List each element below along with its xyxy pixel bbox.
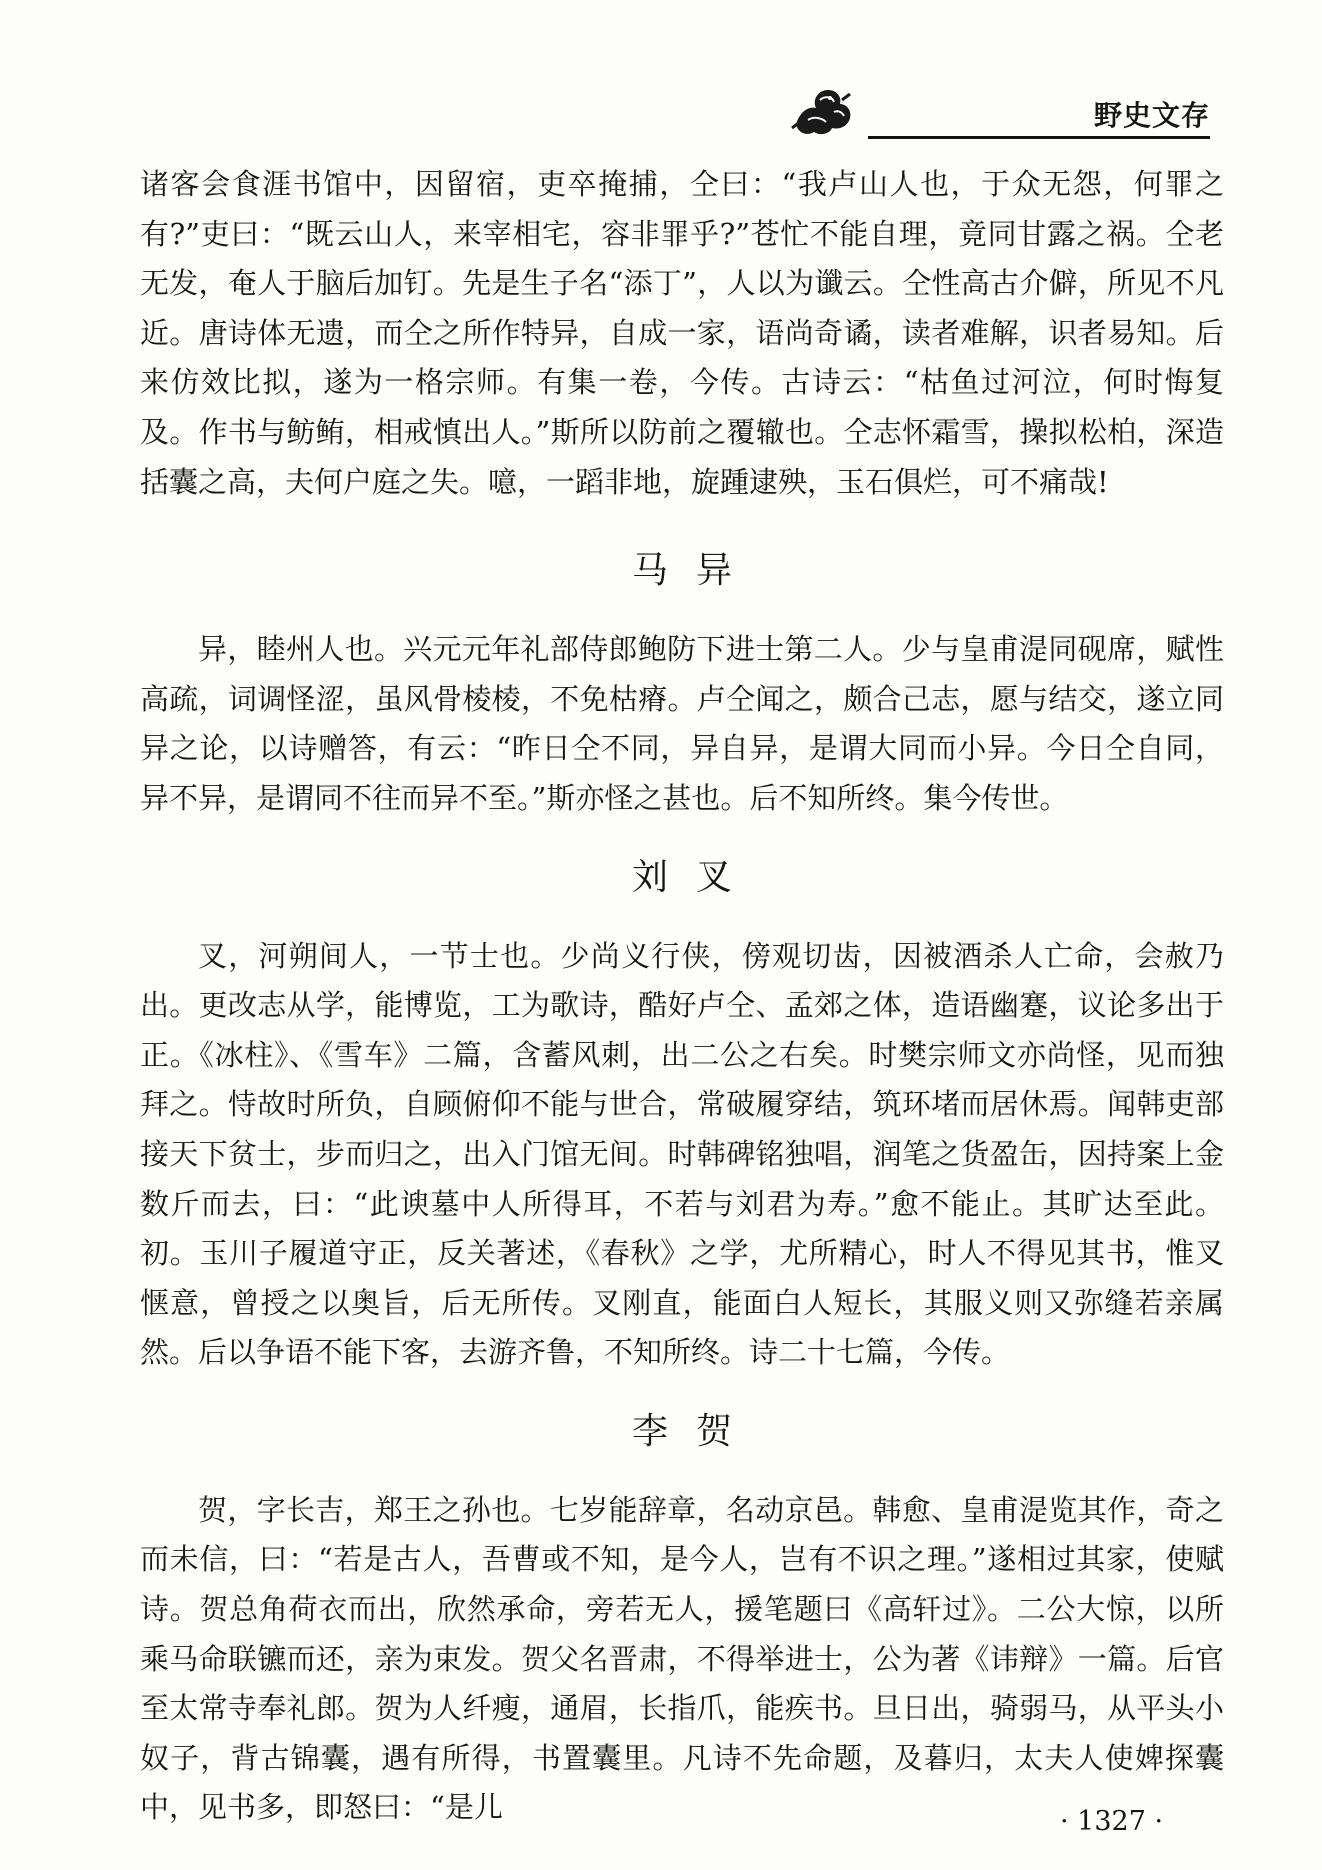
paragraph-liu-cha: 叉，河朔间人，一节士也。少尚义行侠，傍观切齿，因被酒杀人亡命，会赦乃出。更改志从学，能博览，工为歌诗，酷好卢仝、孟郊之体，造语幽蹇，议论多出于正。《冰柱》、《雪车》二篇，含蓄风刺，出二公之右矣。时樊宗师文亦尚怪，见而独拜之。恃故时所负，自顾俯仰不能与世合，常破履穿结，筑环堵而居休焉。闻韩吏部接天下贫士，步而归之，出入门馆无间。时韩碑铭独唱，润笔之货盈缶，因持案上金数斤而去，曰：“此谀墓中人所得耳，不若与刘君为寿。”愈不能止。其旷达至此。初。玉川子履道守正，反关著述，《春秋》之学，尤所精心，时人不得见其书，惟叉惬意，曾授之以奥旨，后无所传。叉刚直，能面白人短长，其服义则又弥缝若亲属然。后以争语不能下客，去游齐鲁，不知所终。诗二十七篇，今传。 [140, 938, 1224, 1370]
section-title-ma-yi: 马异 [631, 550, 760, 592]
section-title-li-he: 李贺 [631, 1410, 760, 1452]
dragon-emblem-icon [790, 82, 856, 136]
page-body [140, 160, 1224, 1833]
paragraph-continuation: 诸客会食涯书馆中，因留宿，吏卒掩捕，仝曰：“我卢山人也，于众无怨，何罪之有?”吏曰：“既云山人，来宰相宅，容非罪乎?”苍忙不能自理，竟同甘露之祸。仝老无发，奄人于脑后加钉。先是生子名“添丁”，人以为谶云。仝性高古介僻，所见不凡近。唐诗体无遗，而仝之所作特异，自成一家，语尚奇谲，读者难解，识者易知。后来仿效比拟，遂为一格宗师。有集一卷，今传。古诗云：“枯鱼过河泣，何时悔复及。作书与鲂鲔，相戒慎出人。”斯所以防前之覆辙也。仝志怀霜雪，操拟松柏，深造括囊之高，夫何户庭之失。噫，一蹈非地，旋踵逮殃，玉石俱烂，可不痛哉! [140, 167, 1224, 499]
paragraph-ma-yi: 异，睦州人也。兴元元年礼部侍郎鲍防下进士第二人。少与皇甫湜同砚席，赋性高疏，词调怪涩，虽风骨棱棱，不免枯瘠。卢仝闻之，颇合己志，愿与结交，遂立同异之论，以诗赠答，有云：“昨日仝不同，异自异，是谓大同而小异。今日仝自同，异不异，是谓同不往而异不至。”斯亦怪之甚也。后不知所终。集今传世。 [140, 632, 1224, 815]
section-title-liu-cha: 刘叉 [631, 856, 760, 898]
header-rule [868, 136, 1210, 139]
running-header [790, 88, 1210, 132]
page-number: · 1327 · [1060, 1806, 1164, 1837]
header-title: 野史文存 [1093, 99, 1210, 132]
paragraph-li-he: 贺，字长吉，郑王之孙也。七岁能辞章，名动京邑。韩愈、皇甫湜览其作，奇之而未信，曰：“若是古人，吾曹或不知，是今人，岂有不识之理。”遂相过其家，使赋诗。贺总角荷衣而出，欣然承命，旁若无人，援笔题曰《高轩过》。二公大惊，以所乘马命联镳而还，亲为束发。贺父名晋肃，不得举进士，公为著《讳辩》一篇。后官至太常寺奉礼郎。贺为人纤瘦，通眉，长指爪，能疾书。旦日出，骑弱马，从平头小奴子，背古锦囊，遇有所得，书置囊里。凡诗不先命题，及暮归，太夫人使婢探囊中，见书多，即怒曰：“是儿 [140, 1492, 1224, 1825]
